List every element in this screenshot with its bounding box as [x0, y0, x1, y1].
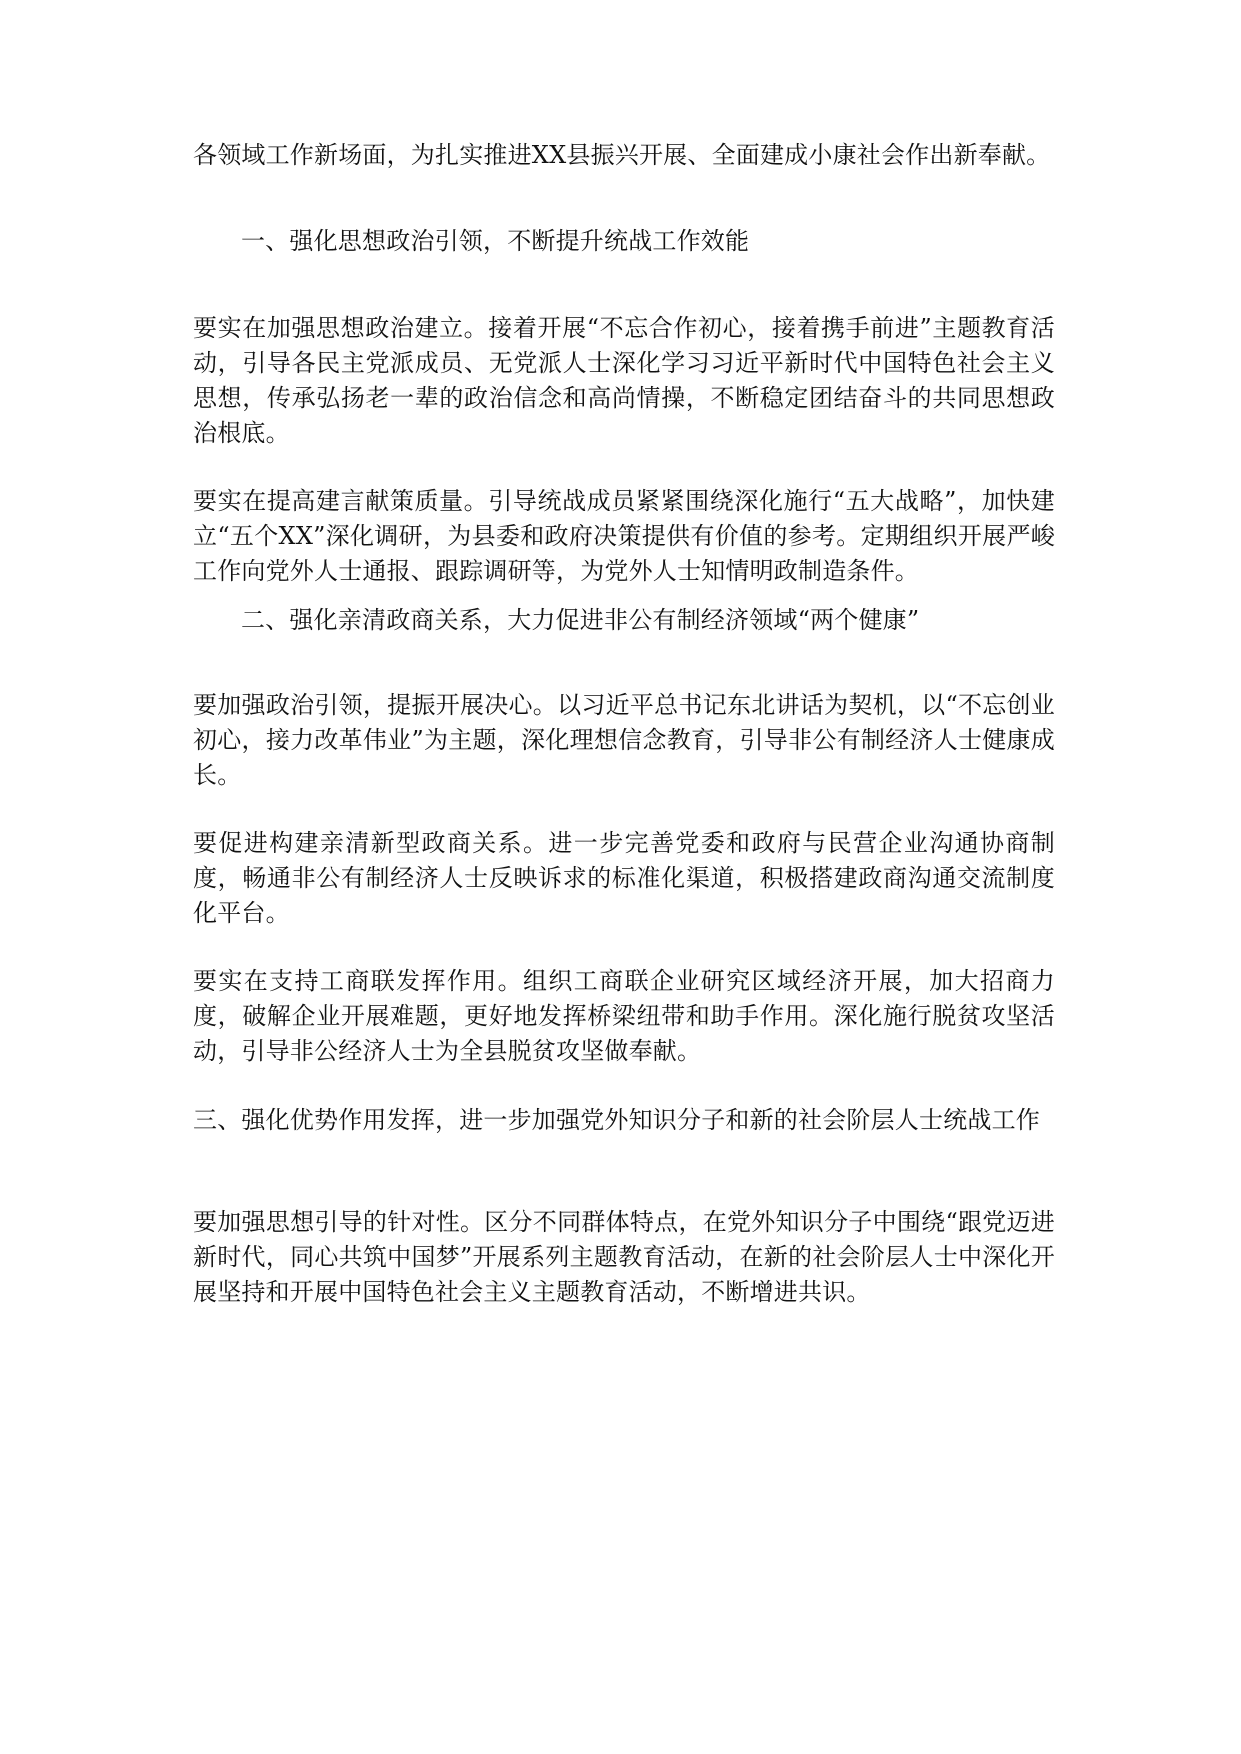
section-heading-3: 三、强化优势作用发挥，进一步加强党外知识分子和新的社会阶层人士统战工作 [193, 1106, 1040, 1134]
body-paragraph: 要加强政治引领，提振开展决心。以习近平总书记东北讲话为契机，以“不忘创业初心，接力改革伟业”为主题，深化理想信念教育，引导非公有制经济人士健康成长。 [193, 691, 1055, 789]
body-paragraph: 要促进构建亲清新型政商关系。进一步完善党委和政府与民营企业沟通协商制度，畅通非公有制经济人士反映诉求的标准化渠道，积极搭建政商沟通交流制度化平台。 [193, 829, 1055, 927]
body-paragraph: 要实在加强思想政治建立。接着开展“不忘合作初心，接着携手前进”主题教育活动，引导各民主党派成员、无党派人士深化学习习近平新时代中国特色社会主义思想，传承弘扬老一辈的政治信念和高尚情操，不断稳定团结奋斗的共同思想政治根底。 [193, 314, 1055, 447]
intro-paragraph: 各领域工作新场面，为扎实推进XX县振兴开展、全面建成小康社会作出新奉献。 [193, 141, 1051, 169]
section-heading-1: 一、强化思想政治引领，不断提升统战工作效能 [241, 227, 750, 255]
body-paragraph: 要实在提高建言献策质量。引导统战成员紧紧围绕深化施行“五大战略”，加快建立“五个XX”深化调研，为县委和政府决策提供有价值的参考。定期组织开展严峻工作向党外人士通报、跟踪调研等，为党外人士知情明政制造条件。 [193, 487, 1055, 585]
section-heading-2: 二、强化亲清政商关系，大力促进非公有制经济领域“两个健康” [241, 606, 920, 634]
body-paragraph: 要加强思想引导的针对性。区分不同群体特点，在党外知识分子中围绕“跟党迈进新时代，同心共筑中国梦”开展系列主题教育活动，在新的社会阶层人士中深化开展坚持和开展中国特色社会主义主题教育活动，不断增进共识。 [193, 1208, 1055, 1306]
body-paragraph: 要实在支持工商联发挥作用。组织工商联企业研究区域经济开展，加大招商力度，破解企业开展难题，更好地发挥桥梁纽带和助手作用。深化施行脱贫攻坚活动，引导非公经济人士为全县脱贫攻坚做奉献。 [193, 967, 1055, 1065]
